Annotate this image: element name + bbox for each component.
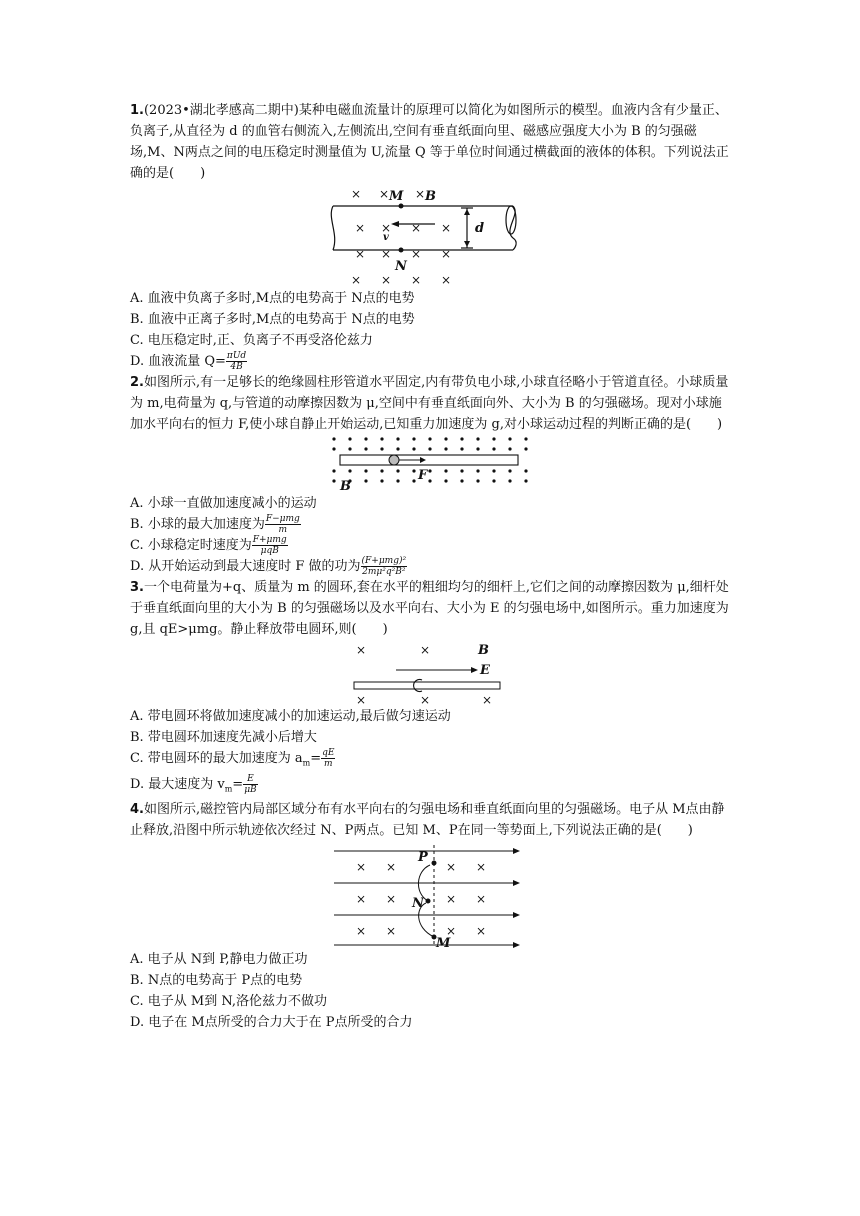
field-dot <box>492 447 495 450</box>
q4-option-c: C. 电子从 M到 N,洛伦兹力不做功 <box>130 994 327 1010</box>
field-dot <box>396 479 399 482</box>
field-dot <box>476 479 479 482</box>
svg-text:×: × <box>446 924 457 939</box>
svg-text:×: × <box>386 892 397 907</box>
subscript: m <box>224 784 233 794</box>
svg-text:×: × <box>381 221 392 235</box>
field-dot <box>444 437 447 440</box>
field-dot <box>428 447 431 450</box>
field-dot <box>332 437 335 440</box>
field-dot <box>412 447 415 450</box>
option-text: D. 血液流量 Q= <box>130 354 226 369</box>
fraction-numerator: E <box>243 774 257 785</box>
field-dot <box>444 469 447 472</box>
label-f: F <box>418 468 428 483</box>
svg-text:×: × <box>356 924 367 939</box>
field-dot <box>444 447 447 450</box>
question-text: (2023•湖北孝感高二期中)某种电磁血流量计的原理可以简化为如图所示的模型。血液内含有少量正、负离子,从直径为 d 的血管右侧流入,左侧流出,空间有垂直纸面向里、磁感应强度大小为 B 的匀强磁场,M、N两点之间的电压稳定时测量值为 U,流量 Q 等于单位时间通过横截面的液体的体积。下列说法正确的是( ) <box>130 103 729 181</box>
field-dot <box>524 469 527 472</box>
field-dot <box>348 437 351 440</box>
field-dot <box>412 469 415 472</box>
field-dot <box>492 469 495 472</box>
svg-text:×: × <box>411 221 422 235</box>
q1-option-a: A. 血液中负离子多时,M点的电势高于 N点的电势 <box>130 291 415 306</box>
option-text: B. 小球的最大加速度为 <box>130 517 265 532</box>
q3-option-d <box>130 774 730 800</box>
fraction-numerator: πUd <box>226 351 247 361</box>
fraction-denominator: m <box>278 525 288 535</box>
field-dot <box>524 437 527 440</box>
worksheet <box>130 100 730 1033</box>
fraction-numerator: (F+μmg)² <box>361 556 407 566</box>
fraction <box>243 774 257 795</box>
svg-text:×: × <box>379 187 390 201</box>
field-dot <box>364 447 367 450</box>
figure-ring-on-rod <box>350 640 510 706</box>
fraction <box>321 748 335 769</box>
svg-text:×: × <box>355 221 366 235</box>
field-dot <box>380 447 383 450</box>
fraction-numerator: qE <box>322 748 335 758</box>
field-dot <box>412 479 415 482</box>
svg-text:×: × <box>356 860 367 875</box>
label-m: M <box>436 936 451 950</box>
field-dot <box>460 437 463 440</box>
field-dot <box>508 437 511 440</box>
option-text: D. 从开始运动到最大速度时 F 做的功为 <box>130 559 361 574</box>
question-number: 3. <box>130 580 144 595</box>
q3-option-a: A. 带电圆环将做加速度减小的加速运动,最后做匀速运动 <box>130 709 451 724</box>
fraction <box>265 514 301 535</box>
q1-option-d <box>130 351 730 372</box>
option-text: C. 带电圆环的最大加速度为 a <box>130 751 303 766</box>
q4-option-b: B. N点的电势高于 P点的电势 <box>130 973 303 989</box>
label-d: d <box>475 221 485 236</box>
field-dot <box>508 479 511 482</box>
svg-text:×: × <box>381 273 392 287</box>
field-dot <box>492 437 495 440</box>
svg-text:×: × <box>386 860 397 875</box>
field-dot <box>332 469 335 472</box>
q1-option-c: C. 电压稳定时,正、负离子不再受洛伦兹力 <box>130 333 373 348</box>
field-dot <box>508 447 511 450</box>
field-dot <box>364 479 367 482</box>
svg-text:×: × <box>441 221 452 235</box>
figure-magnetron-trajectory <box>330 841 530 949</box>
svg-text:×: × <box>415 187 426 201</box>
field-dot <box>444 479 447 482</box>
svg-text:×: × <box>446 860 457 875</box>
label-b: B <box>340 479 351 493</box>
field-dot <box>380 437 383 440</box>
svg-text:×: × <box>411 247 422 261</box>
field-dot <box>476 447 479 450</box>
fraction <box>252 535 288 556</box>
option-text: D. 最大速度为 v <box>130 776 225 792</box>
field-dot <box>428 437 431 440</box>
field-dot <box>492 479 495 482</box>
label-v: v <box>383 232 389 243</box>
field-dot <box>428 469 431 472</box>
svg-text:×: × <box>386 924 397 939</box>
field-dot <box>348 447 351 450</box>
fraction-numerator: F−μmg <box>265 514 300 524</box>
field-dot <box>396 437 399 440</box>
svg-text:×: × <box>411 273 422 287</box>
svg-text:×: × <box>356 892 367 907</box>
q3-option-c <box>130 748 730 774</box>
field-dot <box>396 447 399 450</box>
field-dot <box>332 447 335 450</box>
field-dot <box>332 479 335 482</box>
q4-option-a: A. 电子从 N到 P,静电力做正功 <box>130 952 308 968</box>
question-3-stem <box>130 577 730 640</box>
fraction <box>226 351 247 372</box>
fraction-denominator: m <box>324 759 333 769</box>
q1-option-b: B. 血液中正离子多时,M点的电势高于 N点的电势 <box>130 312 415 327</box>
fraction-denominator: 2mμ²q²B² <box>362 567 406 577</box>
question-2-stem <box>130 372 730 435</box>
option-text: C. 小球稳定时速度为 <box>130 538 252 553</box>
svg-text:×: × <box>476 924 487 939</box>
fraction <box>361 556 408 577</box>
svg-text:×: × <box>446 892 457 907</box>
svg-text:×: × <box>476 860 487 875</box>
q2-option-b <box>130 514 730 535</box>
label-e: E <box>480 663 490 678</box>
fraction-denominator: μqB <box>260 546 279 556</box>
field-dot <box>412 437 415 440</box>
q3-option-b: B. 带电圆环加速度先减小后增大 <box>130 730 317 745</box>
label-m: M <box>389 189 404 204</box>
fraction-numerator: F+μmg <box>252 535 287 545</box>
question-number: 1. <box>130 103 144 118</box>
figure-tube-magnetic-field <box>330 435 530 493</box>
svg-text:×: × <box>356 693 367 706</box>
equals-sign: = <box>310 751 322 766</box>
svg-text:×: × <box>355 247 366 261</box>
svg-text:×: × <box>420 693 431 706</box>
field-dot <box>380 479 383 482</box>
question-number: 2. <box>130 375 144 390</box>
label-b: B <box>425 189 436 204</box>
svg-text:×: × <box>351 187 362 201</box>
field-dot <box>348 469 351 472</box>
fraction-denominator: 4B <box>230 362 243 372</box>
label-n: N <box>412 896 424 912</box>
figure-blood-vessel <box>325 184 535 288</box>
question-number: 4. <box>130 802 144 818</box>
svg-text:×: × <box>381 247 392 261</box>
field-dot <box>364 437 367 440</box>
q2-option-a: A. 小球一直做加速度减小的运动 <box>130 496 317 511</box>
question-text: 如图所示,有一足够长的绝缘圆柱形管道水平固定,内有带负电小球,小球直径略小于管道直径。小球质量为 m,电荷量为 q,与管道的动摩擦因数为 μ,空间中有垂直纸面向外、大小为 B 的匀强磁场。现对小球施加水平向右的恒力 F,使小球自静止开始运动,已知重力加速度为 g,对小球运动过程的判断正确的是( ) <box>130 375 729 432</box>
question-4-stem <box>130 799 730 841</box>
q2-option-c <box>130 535 730 556</box>
field-dot <box>476 437 479 440</box>
subscript: m <box>302 758 311 768</box>
svg-text:×: × <box>420 643 431 657</box>
field-dot <box>364 469 367 472</box>
q2-option-d <box>130 556 730 577</box>
question-text: 如图所示,磁控管内局部区域分布有水平向右的匀强电场和垂直纸面向里的匀强磁场。电子从 M点由静止释放,沿图中所示轨迹依次经过 N、P两点。已知 M、P在同一等势面上,下列说法正确的是( ) <box>130 802 725 839</box>
field-dot <box>396 469 399 472</box>
field-dot <box>508 469 511 472</box>
label-n: N <box>395 259 407 274</box>
field-dot <box>524 479 527 482</box>
question-text: 一个电荷量为+q、质量为 m 的圆环,套在水平的粗细均匀的细杆上,它们之间的动摩擦因数为 μ,细杆处于垂直纸面向里的大小为 B 的匀强磁场以及水平向右、大小为 E 的匀强电场中,如图所示。重力加速度为 g,且 qE>μmg。静止释放带电圆环,则( ) <box>130 580 729 637</box>
svg-text:×: × <box>441 273 452 287</box>
svg-text:×: × <box>476 892 487 907</box>
q4-option-d: D. 电子在 M点所受的合力大于在 P点所受的合力 <box>130 1015 413 1031</box>
fraction-denominator: μB <box>244 784 257 795</box>
field-dot <box>524 447 527 450</box>
svg-text:×: × <box>441 247 452 261</box>
field-dot <box>460 469 463 472</box>
svg-text:×: × <box>482 693 493 706</box>
svg-text:×: × <box>356 643 367 657</box>
equals-sign: = <box>232 776 244 792</box>
field-dot <box>460 479 463 482</box>
field-dot <box>428 479 431 482</box>
field-dot <box>476 469 479 472</box>
label-b: B <box>478 643 489 658</box>
label-p: P <box>418 850 428 866</box>
svg-text:×: × <box>351 273 362 287</box>
field-dot <box>460 447 463 450</box>
field-dot <box>380 469 383 472</box>
question-1-stem <box>130 100 730 184</box>
